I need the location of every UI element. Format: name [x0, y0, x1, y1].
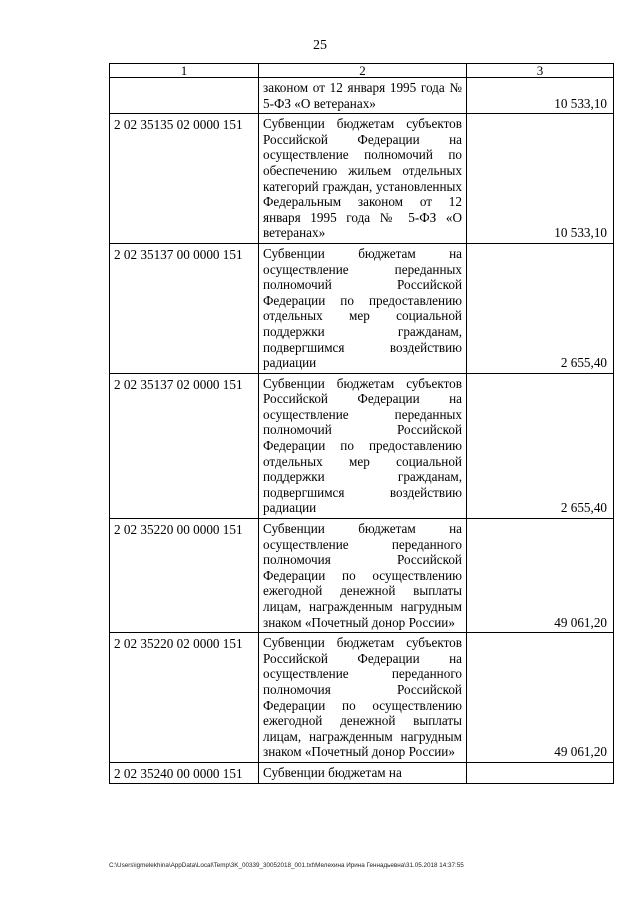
table-header-row [110, 64, 614, 78]
row-amount: 2 655,40 [467, 373, 614, 518]
file-path-footer: C:\Users\igmelekhina\AppData\Local\Temp\3K_00339_30052018_001.txt\Мелехина Ирина Геннадьевна\31.05.2018 14:37:55 [109, 862, 464, 869]
row-amount: 10 533,10 [467, 114, 614, 244]
page-number: 25 [313, 38, 327, 53]
column-header: 1 [110, 64, 259, 78]
table-row [110, 78, 614, 114]
row-code: 2 02 35220 00 0000 151 [110, 519, 259, 633]
row-description: Субвенции бюджетам на [259, 762, 467, 783]
row-amount: 49 061,20 [467, 519, 614, 633]
row-amount: 2 655,40 [467, 243, 614, 373]
row-amount: 49 061,20 [467, 633, 614, 763]
column-header: 3 [467, 64, 614, 78]
table-row [110, 519, 614, 633]
table-row [110, 373, 614, 518]
row-code: 2 02 35135 02 0000 151 [110, 114, 259, 244]
table-row [110, 243, 614, 373]
table-row [110, 762, 614, 783]
row-code: 2 02 35220 02 0000 151 [110, 633, 259, 763]
row-code [110, 78, 259, 114]
table-row [110, 114, 614, 244]
row-description: Субвенции бюджетам на осуществление переданных полномочий Российской Федерации по предоставлению отдельных мер социальной поддержки гражданам, подвергшимся воздействию радиации [259, 243, 467, 373]
row-code: 2 02 35240 00 0000 151 [110, 762, 259, 783]
column-header: 2 [259, 64, 467, 78]
row-code: 2 02 35137 02 0000 151 [110, 373, 259, 518]
budget-table [109, 63, 614, 784]
row-description: Субвенции бюджетам субъектов Российской Федерации на осуществление переданного полномочия Российской Федерации по осуществлению ежегодной денежной выплаты лицам, награжденным нагрудным знаком «Почетный донор России» [259, 633, 467, 763]
row-description: Субвенции бюджетам субъектов Российской Федерации на осуществление полномочий по обеспечению жильем отдельных категорий граждан, установленных Федеральным законом от 12 января 1995 года № 5-ФЗ «О ветеранах» [259, 114, 467, 244]
row-description: Субвенции бюджетам на осуществление переданного полномочия Российской Федерации по осуществлению ежегодной денежной выплаты лицам, награжденным нагрудным знаком «Почетный донор России» [259, 519, 467, 633]
row-description: Субвенции бюджетам субъектов Российской Федерации на осуществление переданных полномочий Российской Федерации по предоставлению отдельных мер социальной поддержки гражданам, подвергшимся воздействию радиации [259, 373, 467, 518]
row-amount: 10 533,10 [467, 78, 614, 114]
table-row [110, 633, 614, 763]
row-description: законом от 12 января 1995 года № 5-ФЗ «О ветеранах» [259, 78, 467, 114]
row-amount [467, 762, 614, 783]
row-code: 2 02 35137 00 0000 151 [110, 243, 259, 373]
